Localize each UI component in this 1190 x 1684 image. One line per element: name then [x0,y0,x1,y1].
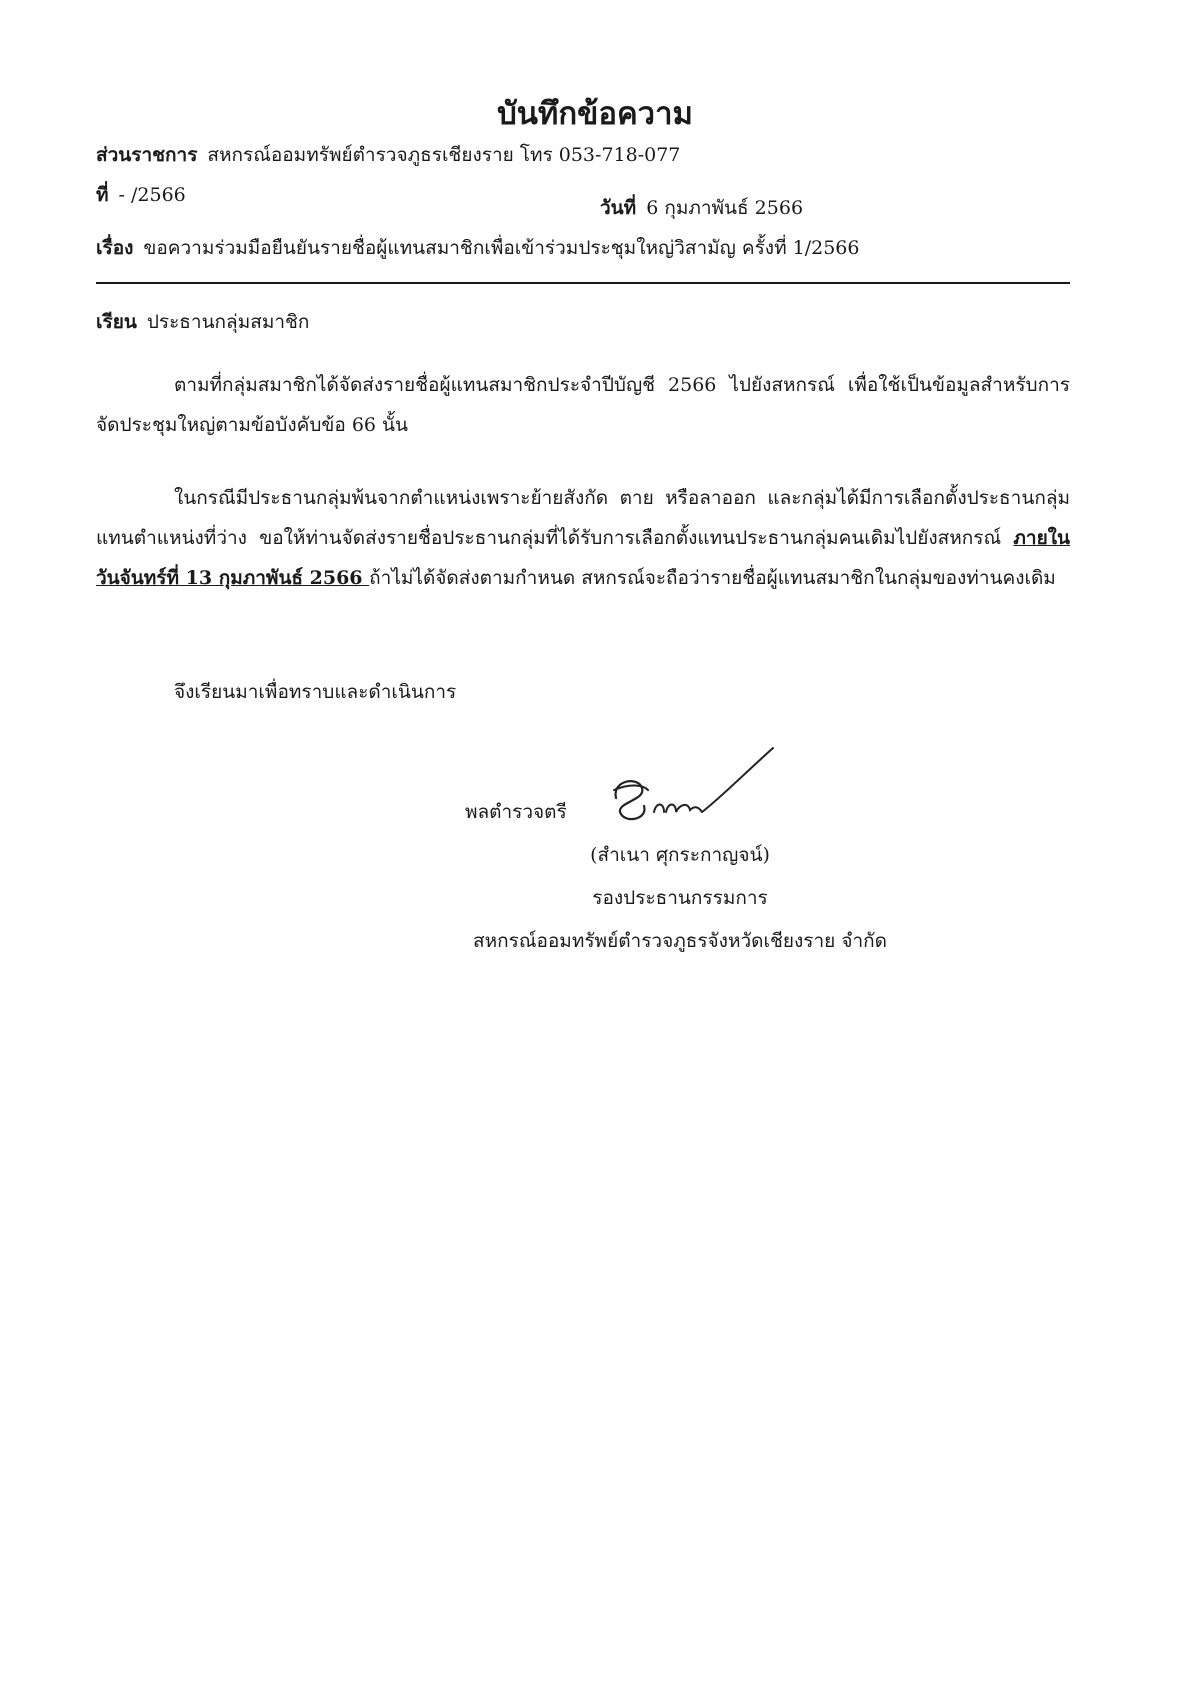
paragraph-2 [96,478,1070,598]
closing-line: จึงเรียนมาเพื่อทราบและดำเนินการ [174,681,457,703]
signer-name: (สำเนา ศุกระกาญจน์) [590,844,770,866]
salutation-value: ประธานกลุ่มสมาชิก [146,311,310,333]
signer-rank: พลตำรวจตรี [465,801,567,823]
handwritten-signature [598,740,778,830]
date-label: วันที่ [600,197,637,219]
subject-label: เรื่อง [96,237,134,259]
memo-title: บันทึกข้อความ [497,96,693,132]
signer-position: รองประธานกรรมการ [592,887,768,909]
salutation-row [96,307,309,337]
subject-row [96,233,859,263]
date-value: 6 กุมภาพันธ์ 2566 [646,197,804,219]
agency-label: ส่วนราชการ [96,144,198,166]
header-divider [96,282,1070,284]
reference-label: ที่ [96,184,109,206]
paragraph-2-text: ในกรณีมีประธานกลุ่มพ้นจากตำแหน่งเพราะย้ายสังกัด ตาย หรือลาออก และกลุ่มได้มีการเลือกตั้งประธานกลุ่มแทนตำแหน่งที่ว่าง ขอให้ท่านจัดส่งรายชื่อประธานกลุ่มที่ได้รับการเลือกตั้งแทนประธานกลุ่มคนเดิมไปยังสหกรณ์ [96,487,1070,549]
reference-row [96,180,186,210]
date-row [600,193,803,223]
paragraph-1-text: ตามที่กลุ่มสมาชิกได้จัดส่งรายชื่อผู้แทนสมาชิกประจำปีบัญชี 2566 ไปยังสหกรณ์ เพื่อใช้เป็นข้อมูลสำหรับการจัดประชุมใหญ่ตามข้อบังคับข้อ 66 นั้น [96,374,1070,436]
paragraph-2-tail: ถ้าไม่ได้จัดส่งตามกำหนด สหกรณ์จะถือว่ารายชื่อผู้แทนสมาชิกในกลุ่มของท่านคงเดิม [369,567,1056,589]
agency-value: สหกรณ์ออมทรัพย์ตำรวจภูธรเชียงราย โทร 053-718-077 [207,144,681,166]
paragraph-1 [96,365,1070,445]
signer-organization: สหกรณ์ออมทรัพย์ตำรวจภูธรจังหวัดเชียงราย จำกัด [473,930,887,952]
reference-value: - /2566 [118,184,186,206]
subject-value: ขอความร่วมมือยืนยันรายชื่อผู้แทนสมาชิกเพื่อเข้าร่วมประชุมใหญ่วิสามัญ ครั้งที่ 1/2566 [143,237,860,259]
deadline-text: ภายในวันจันทร์ที่ 13 กุมภาพันธ์ 2566 [96,527,1070,589]
salutation-label: เรียน [96,311,137,333]
agency-row [96,140,680,170]
